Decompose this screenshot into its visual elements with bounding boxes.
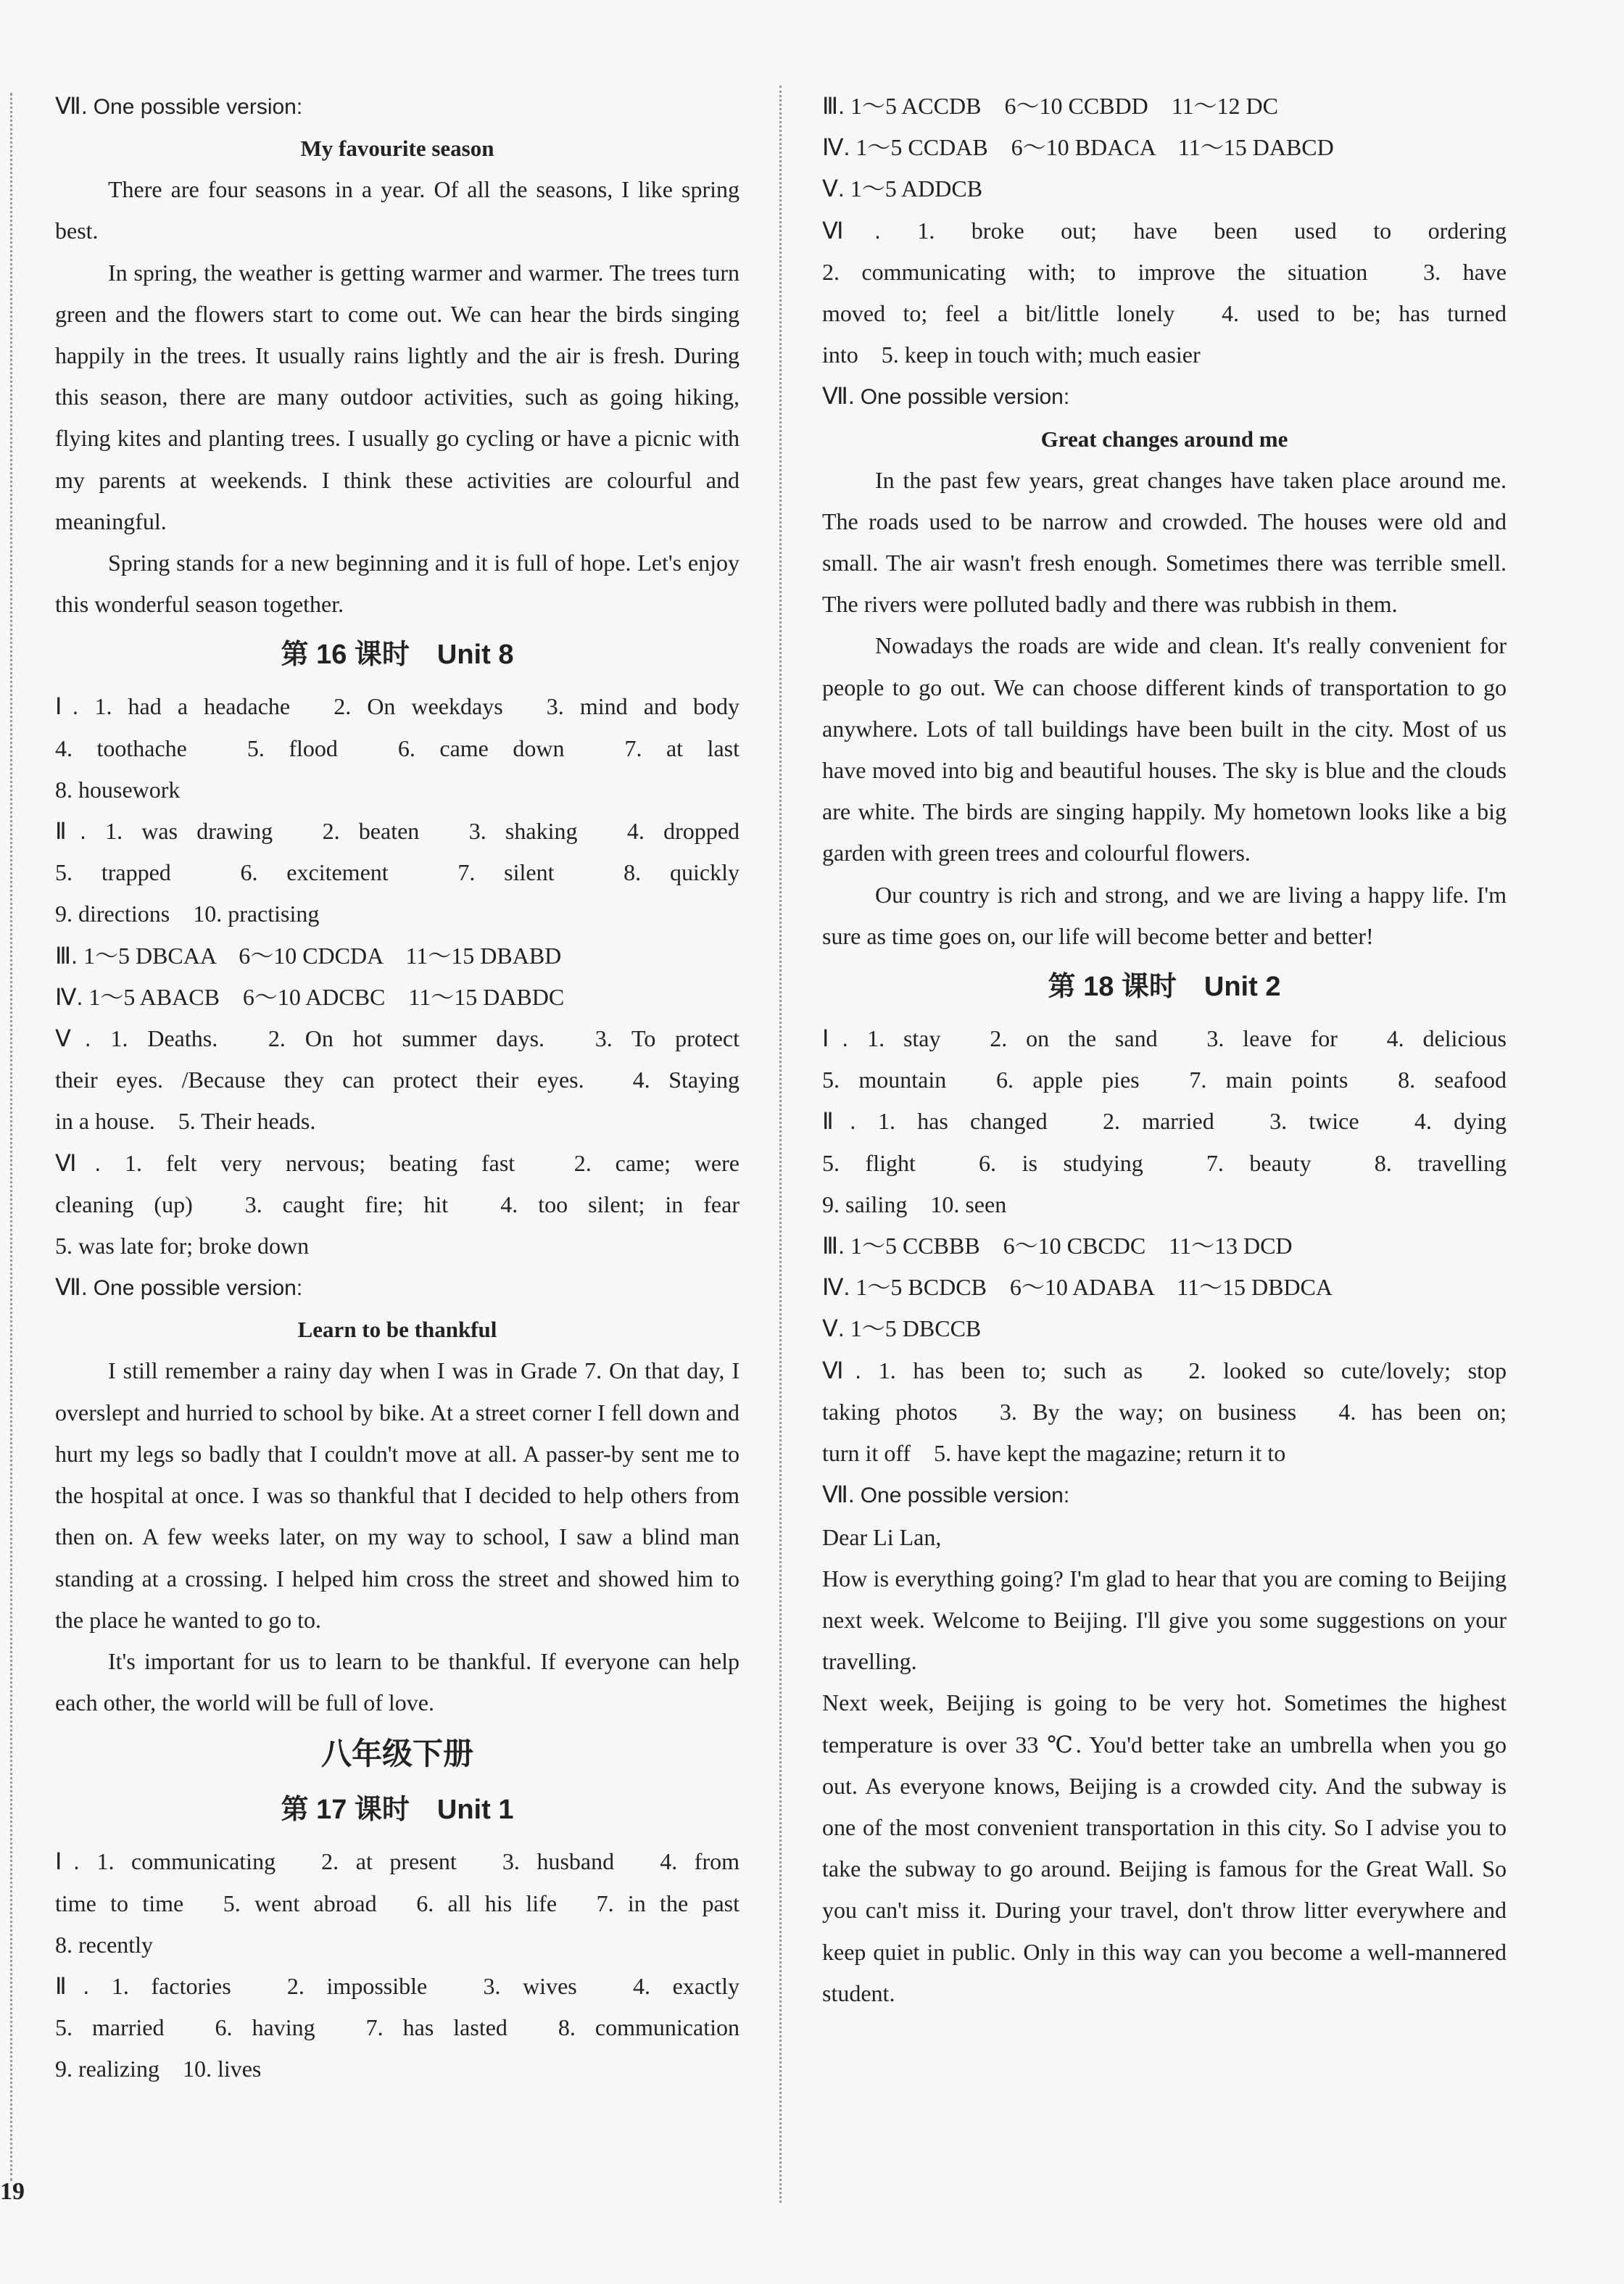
answer-line: Ⅲ. 1～5 ACCDB 6～10 CCBDD 11～12 DC bbox=[822, 93, 1278, 119]
left-margin-dotted-line bbox=[10, 93, 12, 2181]
column-divider-dotted-line bbox=[779, 86, 782, 2203]
answer-line: Ⅲ. 1～5 CCBBB 6～10 CBCDC 11～13 DCD bbox=[822, 1233, 1293, 1259]
answer-line: 9. directions 10. practising bbox=[55, 901, 320, 927]
grade-heading: 八年级下册 bbox=[320, 1736, 473, 1772]
answer-line: moved to; feel a bit/little lonely 4. used to be; has turned bbox=[822, 300, 1507, 327]
answer-line: 5. was late for; broke down bbox=[55, 1233, 310, 1259]
answer-line: 9. sailing 10. seen bbox=[822, 1191, 1007, 1217]
essay-paragraph: I still remember a rainy day when I was in Grade 7. On that day, I overslept and hurried to school by bike. At a street corner I fell down and hurt my legs so badly that I couldn't move at all. A passer-by sent me to the hospital at once. I was so thankful that I decided to help others from then on. A few weeks later, on my way to school, I saw a blind man standing at a crossing. I helped him cross the street and showed him to the place he wanted to go to. bbox=[55, 1357, 740, 1633]
page-number: 19 bbox=[0, 2178, 25, 2205]
answer-line: taking photos 3. By the way; on business 4. has been on; bbox=[822, 1398, 1507, 1425]
answer-line: Ⅱ. 1. has changed 2. married 3. twice 4. dying bbox=[822, 1108, 1507, 1135]
answer-line: Ⅳ. 1～5 CCDAB 6～10 BDACA 11～15 DABCD bbox=[822, 134, 1334, 161]
answer-line: Ⅰ. 1. communicating 2. at present 3. husband 4. from bbox=[55, 1848, 740, 1875]
essay-paragraph: Spring stands for a new beginning and it is full of hope. Let's enjoy this wonderful season together. bbox=[55, 550, 740, 618]
answer-line: into 5. keep in touch with; much easier bbox=[822, 342, 1201, 368]
answer-line: Ⅲ. 1～5 DBCAA 6～10 CDCDA 11～15 DBABD bbox=[55, 942, 562, 969]
essay-title: Great changes around me bbox=[1040, 426, 1288, 452]
essay-paragraph: In the past few years, great changes have taken place around me. The roads used to be narrow and crowded. The houses were old and small. The air wasn't fresh enough. Sometimes there was terrible smell. The rivers were polluted badly and there was rubbish in them. bbox=[822, 466, 1507, 618]
essay-paragraph: In spring, the weather is getting warmer and warmer. The trees turn green and the flowers start to come out. We can hear the birds singing happily in the trees. It usually rains lightly and the air is fresh. During this season, there are many outdoor activities, such as going hiking, flying kites and planting trees. I usually go cycling or have a picnic with my parents at weekends. I think these activities are colourful and meaningful. bbox=[55, 259, 740, 534]
right-column bbox=[822, 86, 1507, 2014]
answer-line: Ⅱ. 1. factories 2. impossible 3. wives 4. exactly bbox=[55, 1972, 740, 1999]
answer-line: turn it off 5. have kept the magazine; return it to bbox=[822, 1440, 1286, 1467]
lesson-18-heading: 第 18 课时 Unit 2 bbox=[1048, 972, 1281, 1003]
answer-line: Ⅵ. 1. felt very nervous; beating fast 2. came; were bbox=[55, 1149, 740, 1176]
answer-line: their eyes. /Because they can protect their eyes. 4. Staying bbox=[55, 1067, 740, 1093]
answer-line: Ⅴ. 1～5 ADDCB bbox=[822, 175, 983, 202]
answer-line: Ⅰ. 1. had a headache 2. On weekdays 3. mind and body bbox=[55, 693, 740, 720]
answer-line: Ⅵ. 1. has been to; such as 2. looked so cute/lovely; stop bbox=[822, 1357, 1507, 1383]
answer-line: Ⅴ. 1～5 DBCCB bbox=[822, 1315, 982, 1342]
section-7-heading: Ⅶ. One possible version: bbox=[55, 93, 303, 119]
answer-line: in a house. 5. Their heads. bbox=[55, 1108, 316, 1135]
answer-line: Ⅴ. 1. Deaths. 2. On hot summer days. 3. To protect bbox=[55, 1025, 740, 1052]
answer-line: time to time 5. went abroad 6. all his life 7. in the past bbox=[55, 1890, 740, 1916]
letter-paragraph: How is everything going? I'm glad to hear that you are coming to Beijing next week. Welcome to Beijing. I'll give you some suggestions on your travelling. bbox=[822, 1565, 1507, 1675]
essay-paragraph: Our country is rich and strong, and we are living a happy life. I'm sure as time goes on, our life will become better and better! bbox=[822, 881, 1507, 949]
answer-line: cleaning (up) 3. caught fire; hit 4. too silent; in fear bbox=[55, 1191, 740, 1217]
answer-line: 5. mountain 6. apple pies 7. main points 8. seafood bbox=[822, 1067, 1507, 1093]
answer-line: 9. realizing 10. lives bbox=[55, 2056, 262, 2082]
section-7-heading: Ⅶ. One possible version: bbox=[55, 1274, 303, 1301]
essay-paragraph: It's important for us to learn to be thankful. If everyone can help each other, the world will be full of love. bbox=[55, 1647, 740, 1716]
answer-line: Ⅰ. 1. stay 2. on the sand 3. leave for 4. delicious bbox=[822, 1025, 1507, 1052]
essay-title: Learn to be thankful bbox=[297, 1317, 497, 1343]
essay-paragraph: There are four seasons in a year. Of all the seasons, I like spring best. bbox=[55, 176, 740, 244]
answer-line: Ⅳ. 1～5 BCDCB 6～10 ADABA 11～15 DBDCA bbox=[822, 1274, 1333, 1301]
answer-line: 5. married 6. having 7. has lasted 8. communication bbox=[55, 2014, 740, 2041]
lesson-16-heading: 第 16 课时 Unit 8 bbox=[281, 640, 514, 671]
letter-greeting: Dear Li Lan, bbox=[822, 1523, 942, 1550]
answer-line: 8. housework bbox=[55, 776, 181, 803]
answer-line: 2. communicating with; to improve the situation 3. have bbox=[822, 258, 1507, 285]
answer-line: Ⅵ. 1. broke out; have been used to ordering bbox=[822, 217, 1507, 244]
answer-line: Ⅱ. 1. was drawing 2. beaten 3. shaking 4. dropped bbox=[55, 818, 740, 845]
letter-paragraph: Next week, Beijing is going to be very hot. Sometimes the highest temperature is over 33 ℃. You'd better take an umbrella when you go out. As everyone knows, Beijing is a crowded city. And the subway is one of the most convenient transportation in this city. So I advise you to take the subway to go around. Beijing is famous for the Great Wall. So you can't miss it. During your travel, don't throw litter everywhere and keep quiet in public. Only in this way can you become a well-mannered student. bbox=[822, 1689, 1507, 2006]
section-7-heading: Ⅶ. One possible version: bbox=[822, 1481, 1070, 1508]
answer-line: 8. recently bbox=[55, 1931, 154, 1958]
essay-title: My favourite season bbox=[300, 136, 494, 162]
essay-paragraph: Nowadays the roads are wide and clean. It's really convenient for people to go out. We can choose different kinds of transportation to go anywhere. Lots of tall buildings have been built in the city. Most of us have moved into big and beautiful houses. The sky is blue and the clouds are white. The birds are singing happily. My hometown looks like a big garden with green trees and colourful flowers. bbox=[822, 632, 1507, 866]
left-column bbox=[55, 86, 740, 2090]
lesson-17-heading: 第 17 课时 Unit 1 bbox=[281, 1795, 514, 1826]
answer-line: 5. trapped 6. excitement 7. silent 8. quickly bbox=[55, 859, 740, 886]
answer-line: 5. flight 6. is studying 7. beauty 8. travelling bbox=[822, 1149, 1507, 1176]
answer-line: 4. toothache 5. flood 6. came down 7. at last bbox=[55, 735, 740, 761]
section-7-heading: Ⅶ. One possible version: bbox=[822, 383, 1070, 410]
answer-line: Ⅳ. 1～5 ABACB 6～10 ADCBC 11～15 DABDC bbox=[55, 983, 565, 1010]
